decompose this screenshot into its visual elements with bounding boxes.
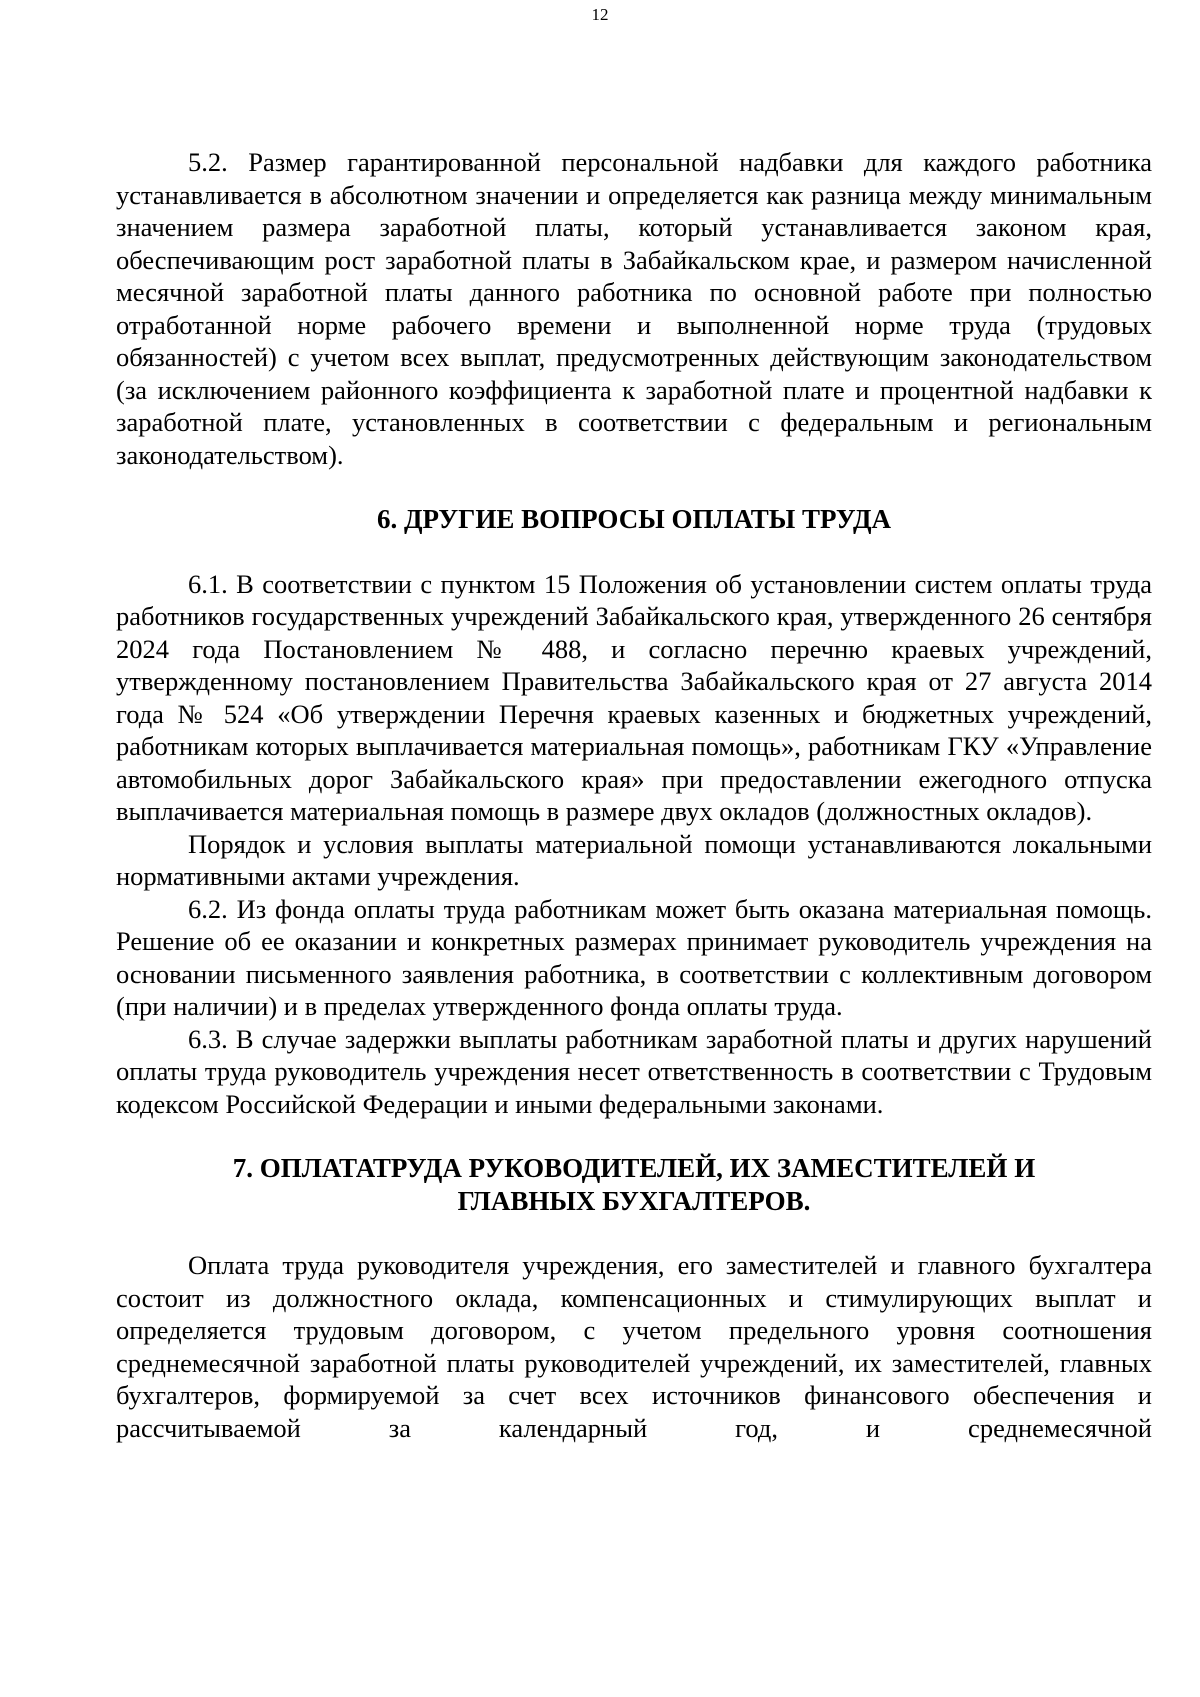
paragraph-6-2: 6.2. Из фонда оплаты труда работникам может быть оказана материальная помощь. Решение об ее оказании и конкретных размерах принимает руководитель учреждения на основании письменного заявления работника, в соответствии с коллективным договором (при наличии) и в пределах утвержденного фонда оплаты труда. xyxy=(116,893,1152,1021)
paragraph-6-1-order: Порядок и условия выплаты материальной помощи устанавливаются локальными нормативными актами учреждения. xyxy=(116,828,1152,891)
page-number: 12 xyxy=(591,5,609,24)
paragraph-5-2: 5.2. Размер гарантированной персональной надбавки для каждого работника устанавливается в абсолютном значении и определяется как разница между минимальным значением размера заработной платы, который устанавливается законом края, обеспечивающим рост заработной платы в Забайкальском крае, и размером начисленной месячной заработной платы данного работника по основной работе при полностью отработанной норме рабочего времени и выполненной норме труда (трудовых обязанностей) с учетом всех выплат, предусмотренных действующим законодательством (за исключением районного коэффициента к заработной плате и процентной надбавки к заработной плате, установленных в соответствии с федеральным и региональным законодательством). xyxy=(116,147,1152,470)
section-7-heading-line-2: ГЛАВНЫХ БУХГАЛТЕРОВ. xyxy=(457,1185,811,1216)
paragraph-6-3: 6.3. В случае задержки выплаты работникам заработной платы и других нарушений оплаты труда руководитель учреждения несет ответственность в соответствии с Трудовым кодексом Российской Федерации и иными федеральными законами. xyxy=(116,1023,1152,1119)
paragraph-7-intro: Оплата труда руководителя учреждения, его заместителей и главного бухгалтера состоит из должностного оклада, компенсационных и стимулирующих выплат и определяется трудовым договором, с учетом предельного уровня соотношения среднемесячной заработной платы руководителей учреждений, их заместителей, главных бухгалтеров, формируемой за счет всех источников финансового обеспечения и рассчитываемой за календарный год, и среднемесячной xyxy=(116,1250,1152,1443)
paragraph-6-1: 6.1. В соответствии с пунктом 15 Положения об установлении систем оплаты труда работников государственных учреждений Забайкальского края, утвержденного 26 сентября 2024 года Постановлением № 488, и согласно перечню краевых учреждений, утвержденному постановлением Правительства Забайкальского края от 27 августа 2014 года № 524 «Об утверждении Перечня краевых казенных и бюджетных учреждений, работникам которых выплачивается материальная помощь», работникам ГКУ «Управление автомобильных дорог Забайкальского края» при предоставлении ежегодного отпуска выплачивается материальная помощь в размере двух окладов (должностных окладов). xyxy=(116,568,1152,826)
section-6-heading: 6. ДРУГИЕ ВОПРОСЫ ОПЛАТЫ ТРУДА xyxy=(376,504,892,534)
document-body xyxy=(116,146,1152,1444)
section-7-heading xyxy=(116,1152,1152,1217)
section-7-heading-line-1: 7. ОПЛАТАТРУДА РУКОВОДИТЕЛЕЙ, ИХ ЗАМЕСТИТЕЛЕЙ И xyxy=(232,1153,1036,1183)
